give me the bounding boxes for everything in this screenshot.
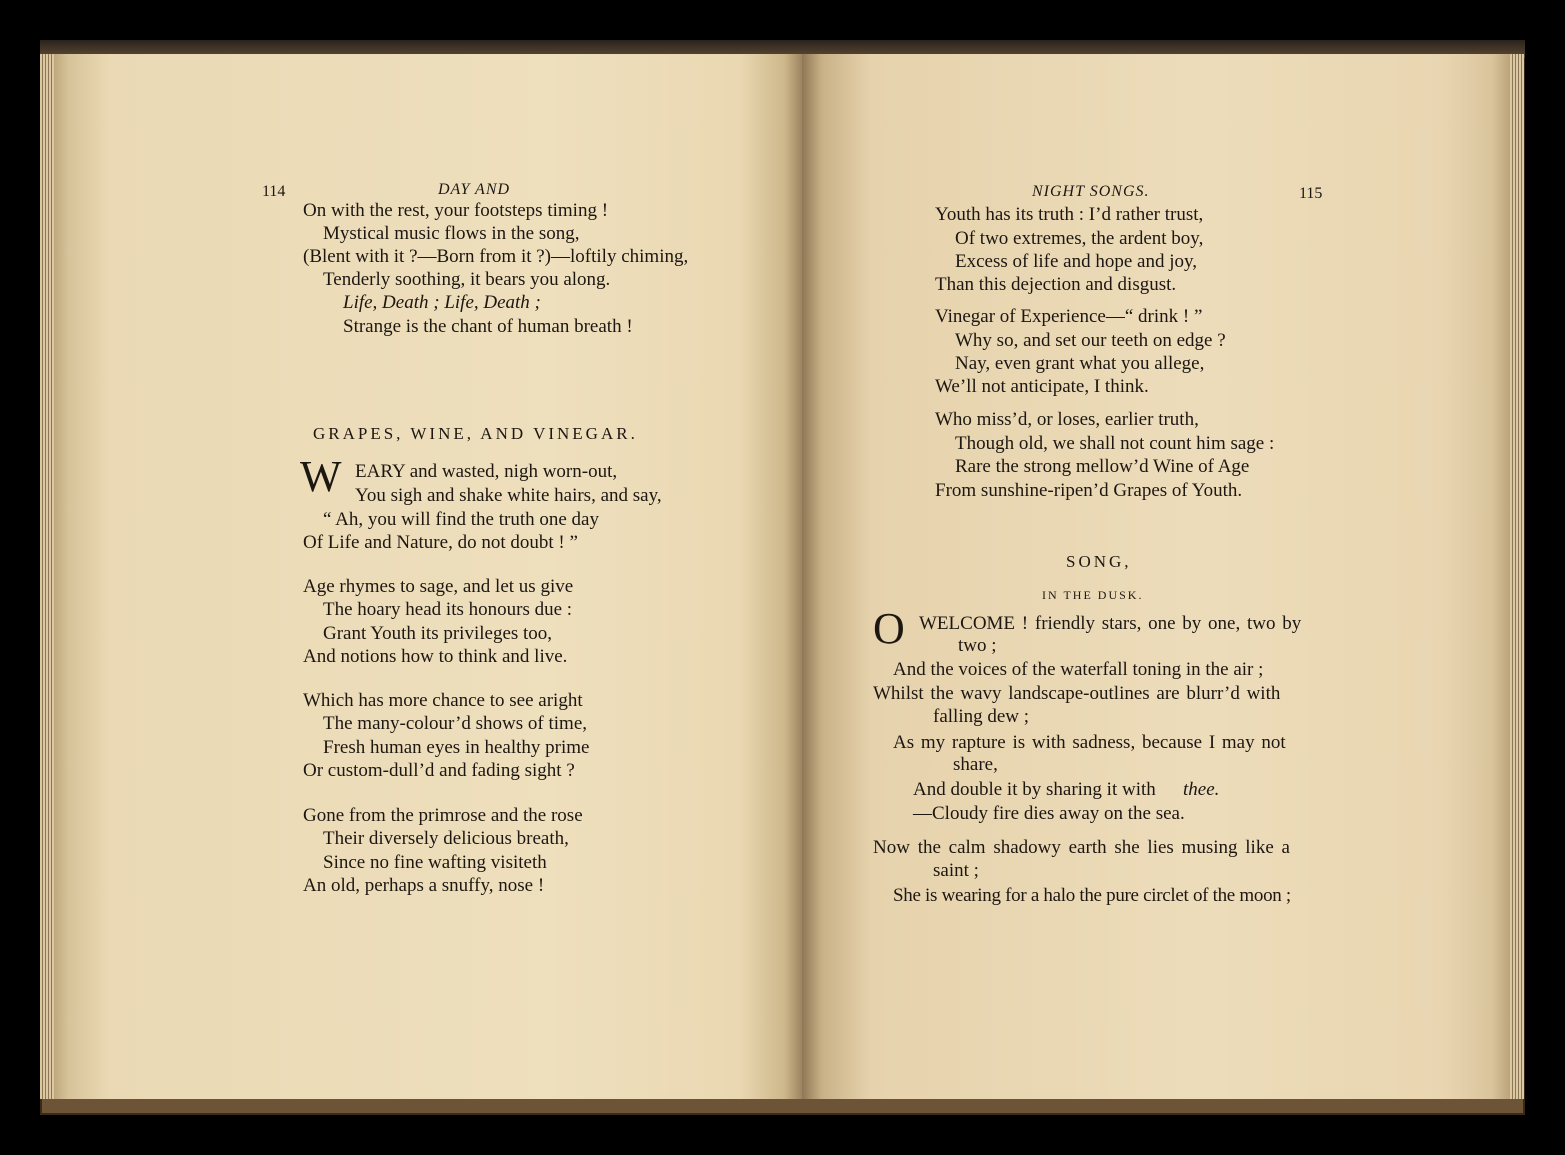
poem-line: Than this dejection and disgust.: [935, 274, 1177, 295]
poem-line: We’ll not anticipate, I think.: [935, 376, 1149, 397]
poem-line: Who miss’d, or loses, earlier truth,: [935, 409, 1199, 430]
poem-line: Youth has its truth : I’d rather trust,: [935, 204, 1204, 225]
right-page-edges: [1510, 54, 1524, 1099]
poem-line: An old, perhaps a snuffy, nose !: [303, 875, 545, 896]
poem-line: And notions how to think and live.: [303, 646, 568, 667]
poem-line: Since no fine wafting visiteth: [323, 852, 547, 873]
poem-line: And the voices of the waterfall toning in the air ;: [893, 659, 1264, 680]
poem-line: —Cloudy fire dies away on the sea.: [913, 803, 1185, 824]
page-number-left: 114: [262, 183, 286, 200]
poem-line-italic-word: thee.: [1183, 779, 1220, 800]
running-head-right: NIGHT SONGS.: [1032, 183, 1150, 200]
poem-line: She is wearing for a halo the pure circlet of the moon ;: [893, 885, 1291, 906]
poem-line: Nay, even grant what you allege,: [955, 353, 1205, 374]
poem-line: The hoary head its honours due :: [323, 599, 573, 620]
poem-line: Excess of life and hope and joy,: [955, 251, 1197, 272]
poem-line: Of two extremes, the ardent boy,: [955, 228, 1204, 249]
poem-line: “ Ah, you will find the truth one day: [323, 509, 599, 530]
poem-line: two ;: [958, 635, 997, 656]
poem-line: Grant Youth its privileges too,: [323, 623, 553, 644]
poem-line: Of Life and Nature, do not doubt ! ”: [303, 532, 578, 553]
poem-line: Which has more chance to see aright: [303, 690, 583, 711]
poem-line: Gone from the primrose and the rose: [303, 805, 583, 826]
open-book: [40, 40, 1525, 1115]
running-head-left: DAY AND: [438, 181, 511, 198]
poem-line: The many-colour’d shows of time,: [323, 713, 588, 734]
poem-line: Though old, we shall not count him sage :: [955, 433, 1275, 454]
poem-line: Strange is the chant of human breath !: [343, 316, 633, 337]
poem-line: Why so, and set our teeth on edge ?: [955, 330, 1226, 351]
poem-line: Vinegar of Experience—“ drink ! ”: [935, 306, 1203, 327]
poem-line: (Blent with it ?—Born from it ?)—loftily chiming,: [303, 246, 689, 267]
poem-line: You sigh and shake white hairs, and say,: [355, 485, 662, 506]
poem-line: Now the calm shadowy earth she lies musing like a: [873, 837, 1290, 858]
page-number-right: 115: [1299, 185, 1323, 202]
poem-line: And double it by sharing it with: [913, 779, 1156, 800]
poem-line: Whilst the wavy landscape-outlines are blurr’d with: [873, 683, 1281, 704]
poem-line: EARY and wasted, nigh worn-out,: [355, 461, 618, 482]
left-page-edges: [40, 54, 54, 1099]
song-subtitle: IN THE DUSK.: [1042, 588, 1144, 602]
poem-line: As my rapture is with sadness, because I may not: [893, 732, 1286, 753]
poem-line: WELCOME ! friendly stars, one by one, two by: [919, 613, 1302, 634]
poem-line: On with the rest, your footsteps timing !: [303, 200, 609, 221]
poem-line: Life, Death ; Life, Death ;: [343, 292, 541, 313]
poem-line: Fresh human eyes in healthy prime: [323, 737, 590, 758]
poem-line: Age rhymes to sage, and let us give: [303, 576, 574, 597]
poem-line: Their diversely delicious breath,: [323, 828, 569, 849]
poem-line: Tenderly soothing, it bears you along.: [323, 269, 611, 290]
right-page: [802, 54, 1514, 1099]
song-title: SONG,: [1066, 552, 1132, 571]
drop-cap: O: [873, 604, 905, 653]
poem-title: GRAPES, WINE, AND VINEGAR.: [313, 424, 638, 443]
drop-cap: W: [300, 452, 342, 501]
poem-line: Rare the strong mellow’d Wine of Age: [955, 456, 1250, 477]
poem-line: Or custom-dull’d and fading sight ?: [303, 760, 575, 781]
poem-line: From sunshine-ripen’d Grapes of Youth.: [935, 480, 1243, 501]
poem-line: Mystical music flows in the song,: [323, 223, 580, 244]
poem-line: falling dew ;: [933, 706, 1030, 727]
poem-line: share,: [953, 754, 998, 775]
left-page: [50, 54, 802, 1099]
poem-line: saint ;: [933, 860, 979, 881]
